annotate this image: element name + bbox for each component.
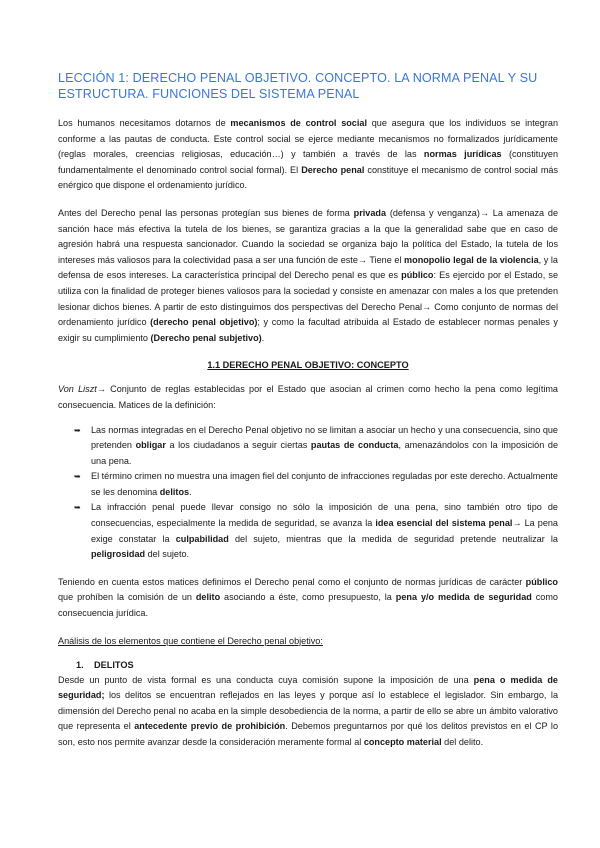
text-run: del delito. <box>441 737 484 747</box>
paragraph-history <box>58 206 558 346</box>
text-run: , y la defensa de esos intereses. La característica principal del Derecho penal es que es <box>58 254 558 281</box>
text-run: → Conjunto de reglas establecidas por el Estado que asocian al crimen como hecho la pena como legítima consecuencia. Matices de la definición: <box>58 384 558 410</box>
text-run: Antes del Derecho penal las personas protegían sus bienes de forma <box>58 207 354 218</box>
text-run: que prohíben la comisión de un <box>58 592 196 603</box>
author-name: Von Liszt <box>58 384 97 395</box>
analysis-heading: Análisis de los elementos que contiene el Derecho penal objetivo: <box>58 635 323 646</box>
bold-term: público <box>525 576 558 587</box>
text-run: . <box>189 486 192 497</box>
text-run: , amenazándolos con la imposición de una pena. <box>91 440 558 466</box>
text-run: como consecuencia jurídica. <box>58 592 558 619</box>
bold-term: culpabilidad <box>175 533 229 544</box>
text-run: Los humanos necesitamos dotarnos de <box>58 118 231 128</box>
paragraph-intro <box>58 116 558 194</box>
text-run: del sujeto, mientras que la medida de seguridad pretende neutralizar la <box>228 533 558 544</box>
lesson-title: LECCIÓN 1: DERECHO PENAL OBJETIVO. CONCEPTO. LA NORMA PENAL Y SU ESTRUCTURA. FUNCIONES DEL SISTEMA PENAL <box>58 71 538 101</box>
bold-term: Derecho penal <box>301 164 365 175</box>
text-run: (constituyen fundamentalmente el denominado control social formal). El <box>58 149 559 175</box>
arrow-bullet-icon: ➥ <box>74 503 81 513</box>
bold-term: monopolio legal de la violencia <box>404 254 539 265</box>
bold-term: delito <box>195 592 221 603</box>
text-run: asociando a éste, como presupuesto, la <box>220 592 396 603</box>
bold-term: peligrosidad <box>91 549 146 560</box>
list-item <box>74 500 558 562</box>
list-item <box>74 469 558 500</box>
text-run: Desde un punto de vista formal es una conducta cuya comisión supone la imposición de una <box>58 674 474 685</box>
bold-term: (derecho penal objetivo) <box>150 317 258 328</box>
bold-term: pena y/o medida de seguridad <box>395 592 532 603</box>
paragraph-delitos <box>58 673 558 751</box>
arrow-bullet-icon: ➥ <box>74 425 81 435</box>
bold-term: delitos <box>159 486 190 497</box>
text-run: → La pena exige constatar la <box>91 518 558 544</box>
text-run: (defensa y venganza)→ La amenaza de sanción hace más efectiva la tutela de los bienes, se garantiza gracias a la que la generalidad sabe que en caso de agresión habrá una respuesta sancionador. Cuando la sociedad se organiza bajo la política del Estado, la tutela de los intereses más valiosos para la colectividad pasa a ser una función de este→ Tiene el <box>58 207 559 265</box>
bold-term: obligar <box>135 440 166 451</box>
text-run: los delitos se encuentran reflejados en las leyes y porque así lo establece el legislador. Sin embargo, la dimensión del Derecho penal no acaba en la simple desobediencia de la norma, a partir de ello se abre un ámbito valorativo que representa el <box>58 690 558 732</box>
bold-term: pautas de conducta <box>310 440 399 451</box>
text-run: Teniendo en cuenta estos matices definimos el Derecho penal como el conjunto de normas jurídicas de carácter <box>58 576 526 587</box>
page-content <box>58 70 558 751</box>
bold-term: pena o medida de seguridad; <box>58 674 558 701</box>
heading-number: 1. <box>76 659 84 670</box>
bold-term: privada <box>353 207 387 218</box>
text-run: El término crimen no muestra una imagen fiel del conjunto de infracciones reguladas por este derecho. Actualmente se les denomina <box>91 471 558 497</box>
numbered-heading-delitos <box>58 658 558 673</box>
definition-nuances-list <box>58 423 558 563</box>
text-run: La infracción penal puede llevar consigo no sólo la imposición de una pena, sino también otro tipo de consecuencias, especialmente la medida de seguridad, se avanza la <box>91 502 558 529</box>
bold-term: mecanismos de control social <box>230 118 367 128</box>
bold-term: antecedente previo de prohibición <box>134 721 286 732</box>
bold-term: normas jurídicas <box>423 149 502 160</box>
text-run: ; y como la facultad atribuida al Estado de establecer normas penales y exigir su cumplimiento <box>58 317 558 343</box>
text-run: . <box>261 332 265 343</box>
bold-term: idea esencial del sistema penal <box>375 518 513 529</box>
paragraph-von-liszt <box>58 382 558 413</box>
bold-term: concepto material <box>363 737 442 747</box>
text-run: que asegura que los individuos se integran conforme a las pautas de conducta. Este control social se ejerce mediante mecanismos no formalizados jurídicamente (reglas morales, creencias religiosas, educación…) y también a través de las <box>58 118 559 160</box>
text-run: a los ciudadanos a seguir ciertas <box>165 440 311 451</box>
text-run: Las normas integradas en el Derecho Penal objetivo no se limitan a asociar un hecho y una consecuencia, sino que pretenden <box>91 424 558 451</box>
list-item <box>74 423 558 470</box>
text-run: : Es ejercido por el Estado, se utiliza con la finalidad de proteger bienes valiosos para la sociedad y consiste en amenazar con males a los que pretenden lesionar dichos bienes. A partir de esto distinguimos dos perspectivas del Derecho Penal→ Como conjunto de normas del ordenamiento jurídico <box>58 270 558 328</box>
text-run: del sujeto. <box>145 549 190 560</box>
bold-term: (Derecho penal subjetivo) <box>150 332 262 343</box>
bold-term: público <box>401 270 434 281</box>
text-run: . Debemos preguntarnos por qué los delitos previstos en el CP lo son, esto nos permite avanzar desde la consideración meramente formal al <box>58 721 559 747</box>
heading-text: DELITOS <box>94 659 134 670</box>
arrow-bullet-icon: ➥ <box>74 472 81 482</box>
text-run: constituye el mecanismo de control social más enérgico que dispone el ordenamiento jurídico. <box>58 164 558 191</box>
paragraph-definition <box>58 575 558 622</box>
section-heading: 1.1 DERECHO PENAL OBJETIVO: CONCEPTO <box>207 360 409 371</box>
